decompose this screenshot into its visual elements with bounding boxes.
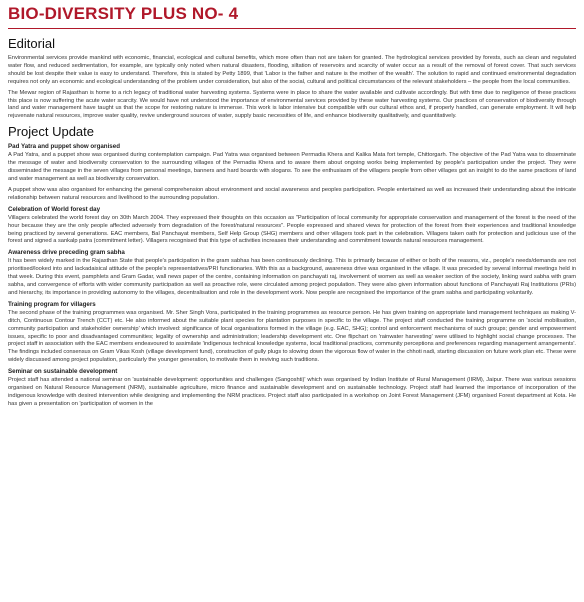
section-title-world-forest-day: Celebration of World forest day: [8, 205, 101, 213]
project-update-heading: Project Update: [8, 124, 94, 140]
title-divider: [8, 28, 576, 29]
section-paragraph: Project staff has attended a national seminar on 'sustainable development: opportunities and challenges (Sangoshti)' which was organised by Indian Institute of Rural Management (IIRM), Jaipur. There was various sessions organised on Natural Resource Management (NRM), sustainable agriculture, micro finance and sustainable development and on sustainable technology. Project staff had learned the importance of incorporation of the indigenous knowledge with desired intervention while designing and implementing the NRM practices. Project staff also participated in a workshop on Joint Forest Management (JFM) organised Forest department at Kota. He has given a presentation on 'participation of women in the: [8, 377, 576, 407]
section-title-awareness-drive: Awareness drive preceding gram sabha: [8, 249, 125, 257]
section-paragraph: A Pad Yatra, and a puppet show was organised during contemplation campaign. Pad Yatra was organised between Permadia Khera and Kalika Mata fort temple, Chittorgarh. The objective of the Pad Yatra was to disseminate the message of water and biodiversity conservation to the surrounding villages of the Pernadia Khera and to aware them about ongoing works being implemented by people's participation under the project. They were disseminated the message in the seven villages from personal meetings, banners and hard boards with slogans. To see the enthusiasm of the villagers people from other villages got an insight to do the same practices of land and water management as well as biodiversity conservation.: [8, 152, 576, 182]
section-paragraph: A puppet show was also organised for enhancing the general comprehension about environment and social awareness and peoples participation. People entertained as well as increased their understanding about the intricate relationship between natural resources and livelihood to the surrounding population.: [8, 186, 576, 201]
section-paragraph: It has been widely marked in the Rajasthan State that people's participation in the gram sabhas has been continuously declining. This is primarily because of either or both of the reasons, viz., people's needs/demands are not prioritised/looked into and lackadaisical attitude of the people's representatives/PRI functionaries. With this as a background, awareness drive was organised in the village. It was preceded by several informal meetings held in that week. During this event, pamphlets and Gram Gadar, wall news paper of the centre, containing information on panchayati raj, involvement of women as well as weaker section of the society, linking ward sabha with gram sabha, and convergence of efforts with wider community participation as well as proactive role, were circulated among project population. They were also given information about functions of Panchayati Raj Institutions (PRIs) and hierarchy, its importance in providing autonomy to the villages, decentralisation and role in the development work. Now people are recognised the importance of the gram sabha and participating voluntarily.: [8, 258, 576, 296]
editorial-paragraph: Environmental services provide mankind with economic, financial, ecological and cultural benefits, which more often than not are taken for granted. The hydrological services provided by forests, such as clean and regulated water flow, and reduced sedimentation, for example, are typically only noted when natural disasters, flooding, siltation of reservoirs and scarcity of water occur as a result of the removal of forest cover. That such services should be lost despite their value is easy to understand. Therefore, this is stated by Petty 1899, that 'Labor is the father and nature is the mother of the wealth'. The solution to rapid and continued environmental degradation requires not only an economic and ecological understanding of the problem under consideration, but also of the social, cultural and political circumstances of the relevant stakeholders – the people from the local communities.: [8, 55, 576, 85]
document-title: BIO-DIVERSITY PLUS NO- 4: [8, 4, 239, 23]
section-paragraph: Villagers celebrated the world forest day on 30th March 2004. They expressed their thoughts on this occasion as "Participation of local community for appropriate conservation and management of the forest is the need of the hour because they are the only people affected adversely from degradation of the forest/natural resources". People expressed and shared views for protection of the forest from their experiences and traditional knowledge being practiced by several generations. EAC members, Bal Panchayat members, Self Help Group (SHG) members and other villagers took part in the celebration. Villagers taken oath for protection and judicious use of the forest and signed a sankalp patra (commitment letter). Villagers recognised that this type of activities increases their understanding and commitment towards natural resources management.: [8, 214, 576, 245]
editorial-heading: Editorial: [8, 36, 55, 51]
editorial-paragraph: The Mewar region of Rajasthan is home to a rich legacy of traditional water harvesting systems. Systems were in place to share the water available and cultivate accordingly. But with time due to negligence of these practices this place is now suffering the acute water scarcity. We would have not understood the importance of environmental services provided by these water harvesting systems. Our practices of conservation of biodiversity through land and water management have taught us that the scope for restoring nature is immense. This work is labor intensive but compatible with our cultural ethos and, if properly handled, can generate employment. It will help rejuvenate natural resources, improve water quality, revive underground sources of water, supply basic necessities of life, and enhance biodiversity qualitatively, and quantitatively.: [8, 89, 576, 120]
section-title-training-program: Training program for villagers: [8, 300, 96, 308]
project-update-section: [8, 124, 576, 409]
section-title-seminar: Seminar on sustainable development: [8, 368, 118, 376]
section-paragraph: The second phase of the training programmes was organised. Mr. Sher Singh Vora, participated in the training programmes as resource person. He has given training on appropriate land management techniques as making V-ditch, Continuous Contour Trench (CCT) etc. He also informed about the suitable plant species for plantation purposes in specific to the village. The project staff conducted the training programme on 'social mobilisation, community participation and stakeholder ownership' which involved: significance of local organisations formed in the village (e.g. EAC, SHG); control and enforcement mechanisms of such groups; gender and empowerment issues, specific to poor and disadvantaged communities; legality of ownership and administration; leadership development etc. One flipchart on 'rainwater harvesting' were utilised to highlight social change processes. The project staff in association with the EAC members endeavoured to assimilate 'indigenous technical knowledge systems, local traditional practices, community perceptions and preferences regarding management arrangements'. The findings included consensus on Gram Vikas Kosh (village development fund), construction of gully plugs to slowing down the vigorous flow of water in the chhoti nadi, starting discussion on future work plan etc. These were widely discussed among project population, particularly the younger generation, to motivate them in reviving such traditions.: [8, 309, 576, 364]
section-title-pad-yatra: Pad Yatra and puppet show organised: [8, 143, 120, 151]
editorial-section: [8, 36, 576, 121]
